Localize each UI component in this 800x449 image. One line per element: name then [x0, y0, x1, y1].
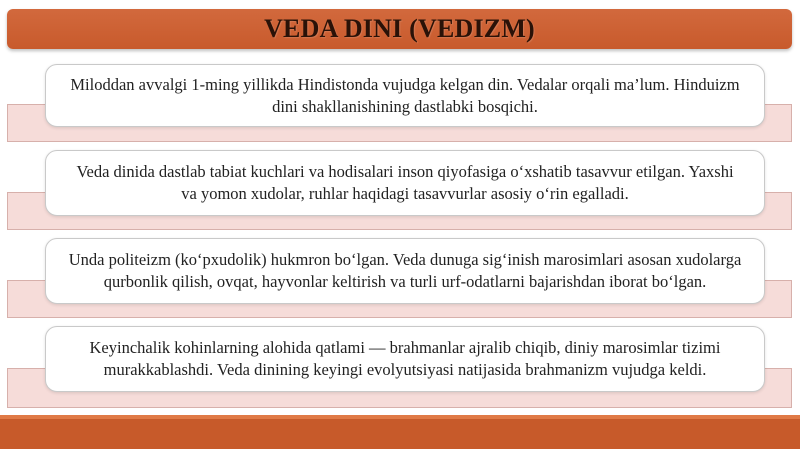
- paragraph-2: Veda dinida dastlab tabiat kuchlari va hodisalari inson qiyofasiga o‘xshatib tasavvur etilgan. Yaxshi va yomon xudolar, ruhlar haqidagi tasavvurlar asosiy o‘rin egalladi.: [76, 162, 734, 203]
- title-banner: [7, 9, 792, 49]
- paragraph-1: Miloddan avvalgi 1-ming yillikda Hindistonda vujudga kelgan din. Vedalar orqali ma’lum. Hinduizm dini shakllanishining dastlabki bosqichi.: [70, 74, 740, 116]
- text-card-1: [45, 64, 765, 127]
- paragraph-4: Keyinchalik kohinlarning alohida qatlami — brahmanlar ajralib chiqib, diniy marosimlar tizimi murakkablashdi. Veda dinining keyingi evolyutsiyasi natijasida brahmanizm vujudga keldi.: [89, 338, 721, 379]
- text-card-2: [45, 150, 765, 216]
- slide-title: VEDA DINI (VEDIZM): [264, 14, 535, 43]
- paragraph-3: Unda politeizm (ko‘pxudolik) hukmron bo‘lgan. Veda dunuga sig‘inish marosimlari asosan xudolarga qurbonlik qilish, ovqat, hayvonlar keltirish va turli urf-odatlarni bajarishdan iborat bo‘lgan.: [68, 250, 742, 291]
- text-card-4: [45, 326, 765, 392]
- text-card-3: [45, 238, 765, 304]
- footer-stripe: [0, 415, 800, 419]
- footer-bar: [0, 415, 800, 449]
